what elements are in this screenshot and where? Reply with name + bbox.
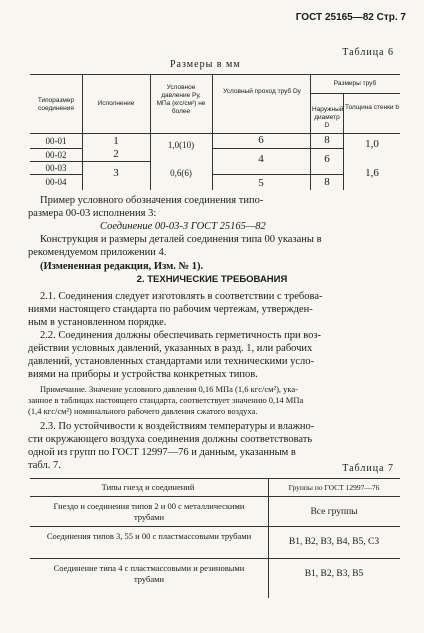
construct-line2: рекомендуемом приложении 4. [28, 247, 167, 258]
col-header-execution: Исполнение [97, 100, 135, 107]
section-title: 2. ТЕХНИЧЕСКИЕ ТРЕБОВАНИЯ [136, 274, 288, 285]
p22-line2: действии условных давлений, указанных в разд. 1, или рабочих [28, 343, 313, 354]
t7-row3-groups: В1, В2, В3, В5 [304, 569, 364, 579]
col-header-bore: Условный проход труб Dу [223, 88, 301, 95]
cell-type-r4: 00-04 [45, 177, 67, 187]
p21-line3: ным в установленном порядке. [28, 317, 167, 328]
cell-exec-r1: 1 [113, 135, 119, 147]
cell-exec-r3: 3 [113, 167, 119, 179]
col-header-wall: Толщина стенки b [345, 104, 399, 111]
page-header: ГОСТ 25165—82 Стр. 7 [295, 12, 406, 23]
t7-row1-types: Гнездо и соединения типов 2 и 00 с металлическими трубами [53, 501, 245, 522]
col-header-outer: Наружный диаметр D [312, 106, 344, 129]
construct-line1: Конструкция и размеры деталей соединения типа 00 указаны в [40, 234, 322, 245]
t7-row3-types: Соединение типа 4 с пластмассовыми и резиновыми трубами [53, 563, 245, 584]
cell-type-r2: 00-02 [45, 150, 67, 160]
cell-pressure-r1: 1,0(10) [167, 140, 195, 150]
col-header-type: Типоразмер соединения [37, 97, 75, 112]
p23-line2: сти окружающего воздуха соединения должны соответствовать [28, 434, 313, 445]
cell-wall-r1: 1,0 [365, 138, 379, 150]
t7-header-types: Типы гнезд и соединений [101, 482, 195, 492]
example-designation: Соединение 00-03-3 ГОСТ 25165—82 [100, 221, 266, 232]
cell-bore-r2: 4 [258, 153, 264, 165]
cell-pressure-r3: 0,6(6) [170, 168, 192, 178]
note-line2: занное в таблицах настоящего стандарта, соответствует значению 0,14 МПа [28, 395, 304, 405]
table7-caption: Таблица 7 [342, 463, 394, 474]
t7-row1-groups: Все группы [310, 507, 358, 517]
cell-type-r3: 00-03 [45, 163, 67, 173]
p22-line3: давлений, установленных стандартами или техническими усло- [28, 356, 314, 367]
cell-outer-r1: 8 [324, 134, 330, 146]
cell-bore-r1: 6 [258, 134, 264, 146]
note-line3: (1,4 кгс/см²) номинального рабочего давления сжатого воздуха. [28, 406, 258, 416]
p23-line1: 2.3. По устойчивости к воздействиям температуры и влажно- [40, 421, 315, 432]
example-line1: Пример условного обозначения соединения типо- [40, 195, 264, 206]
example-line2: размера 00-03 исполнения 3: [28, 208, 157, 219]
cell-type-r1: 00-01 [45, 136, 67, 146]
cell-bore-r4: 5 [258, 177, 264, 189]
p22-line1: 2.2. Соединения должны обеспечивать герметичность при воз- [40, 330, 322, 341]
t7-row2-types: Соединения типов 3, 55 и 00 с пластмассовыми трубами [46, 531, 252, 541]
p23-line4: табл. 7. [28, 460, 61, 471]
revision-note: (Измененная редакция, Изм. № 1). [40, 261, 204, 272]
table6-units: Размеры в мм [170, 59, 241, 70]
col-header-pressure: Условное давление Pу, МПа (кгс/см²) не более [156, 84, 206, 115]
cell-outer-r2: 6 [324, 153, 330, 165]
p23-line3: одной из групп по ГОСТ 12997—76 и данным, указанным в [28, 447, 296, 458]
cell-wall-r3: 1,6 [365, 167, 379, 179]
cell-outer-r4: 8 [324, 176, 330, 188]
p21-line1: 2.1. Соединения следует изготовлять в соответствии с требова- [40, 291, 323, 302]
t7-header-groups: Группы по ГОСТ 12997—76 [288, 483, 380, 492]
cell-exec-r2: 2 [113, 148, 119, 160]
table6-caption: Таблица 6 [342, 47, 394, 58]
col-header-pipe-sizes: Размеры труб [333, 80, 377, 87]
t7-row2-groups: В1, В2, В3, В4, В5, С3 [288, 537, 380, 547]
note-line1: Примечание. Значение условного давления 0,16 МПа (1,6 кгс/см²), ука- [40, 384, 299, 394]
p22-line4: виями на приборы и устройства конкретных типов. [28, 369, 258, 380]
p21-line2: ниями настоящего стандарта по рабочим чертежам, утвержден- [28, 304, 313, 315]
